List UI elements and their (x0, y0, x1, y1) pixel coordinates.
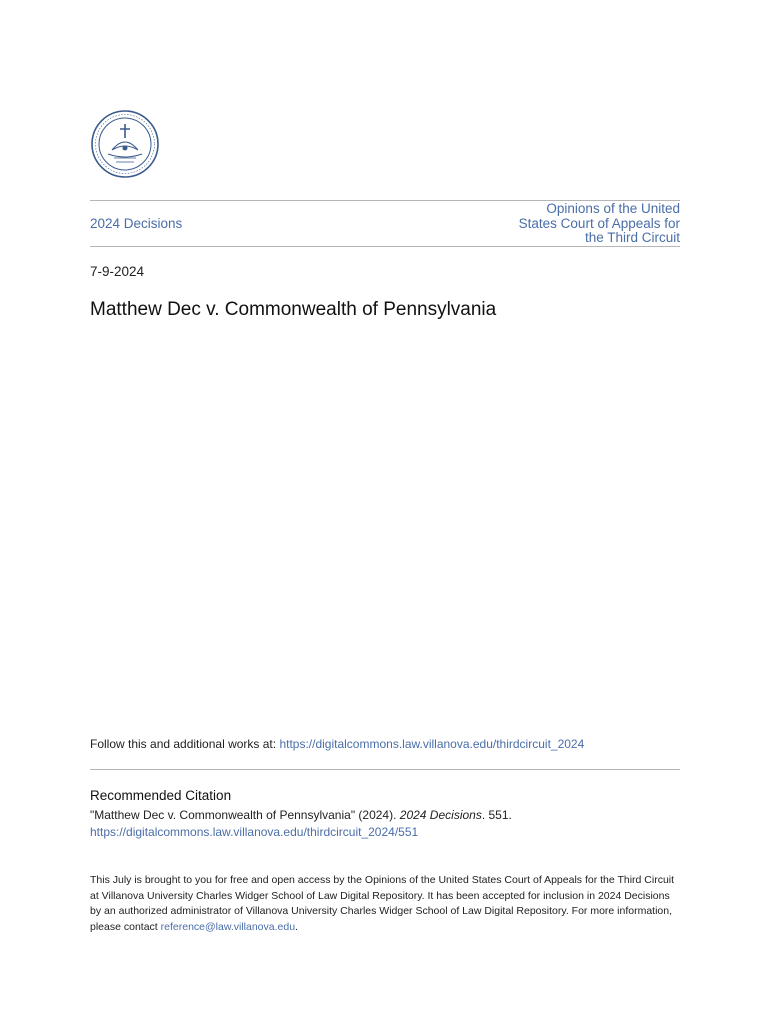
follow-label: Follow this and additional works at: (90, 737, 280, 751)
citation-number: . 551. (481, 808, 512, 822)
citation-collection: 2024 Decisions (399, 808, 482, 822)
document-title: Matthew Dec v. Commonwealth of Pennsylvania (90, 299, 497, 320)
header-bottom-rule (90, 246, 680, 247)
document-date: 7-9-2024 (90, 264, 145, 279)
access-notice (90, 873, 680, 935)
collection-link[interactable]: 2024 Decisions (90, 216, 183, 231)
citation-rule (90, 769, 680, 770)
university-seal-icon (90, 108, 160, 180)
follow-link[interactable]: https://digitalcommons.law.villanova.edu/thirdcircuit_2024 (279, 737, 585, 751)
notice-end: . (295, 920, 298, 933)
citation-heading: Recommended Citation (90, 788, 232, 803)
follow-line (90, 737, 584, 751)
citation-link[interactable]: https://digitalcommons.law.villanova.edu/thirdcircuit_2024/551 (90, 825, 419, 839)
notice-text: This July is brought to you for free and open access by the Opinions of the United States Court of Appeals for the Third Circuit at Villanova University Charles Widger School of Law Digital Repository. It has been accepted for inclusion in 2024 Decisions by an authorized administrator of Villanova University Charles Widger School of Law Digital Repository. For more information, please contact (90, 874, 675, 933)
series-link[interactable]: Opinions of the United States Court of Appeals for the Third Circuit (518, 201, 680, 245)
citation-block (90, 807, 512, 841)
contact-email-link[interactable]: reference@law.villanova.edu (160, 920, 296, 933)
citation-text: "Matthew Dec v. Commonwealth of Pennsylvania" (2024). (90, 808, 400, 822)
